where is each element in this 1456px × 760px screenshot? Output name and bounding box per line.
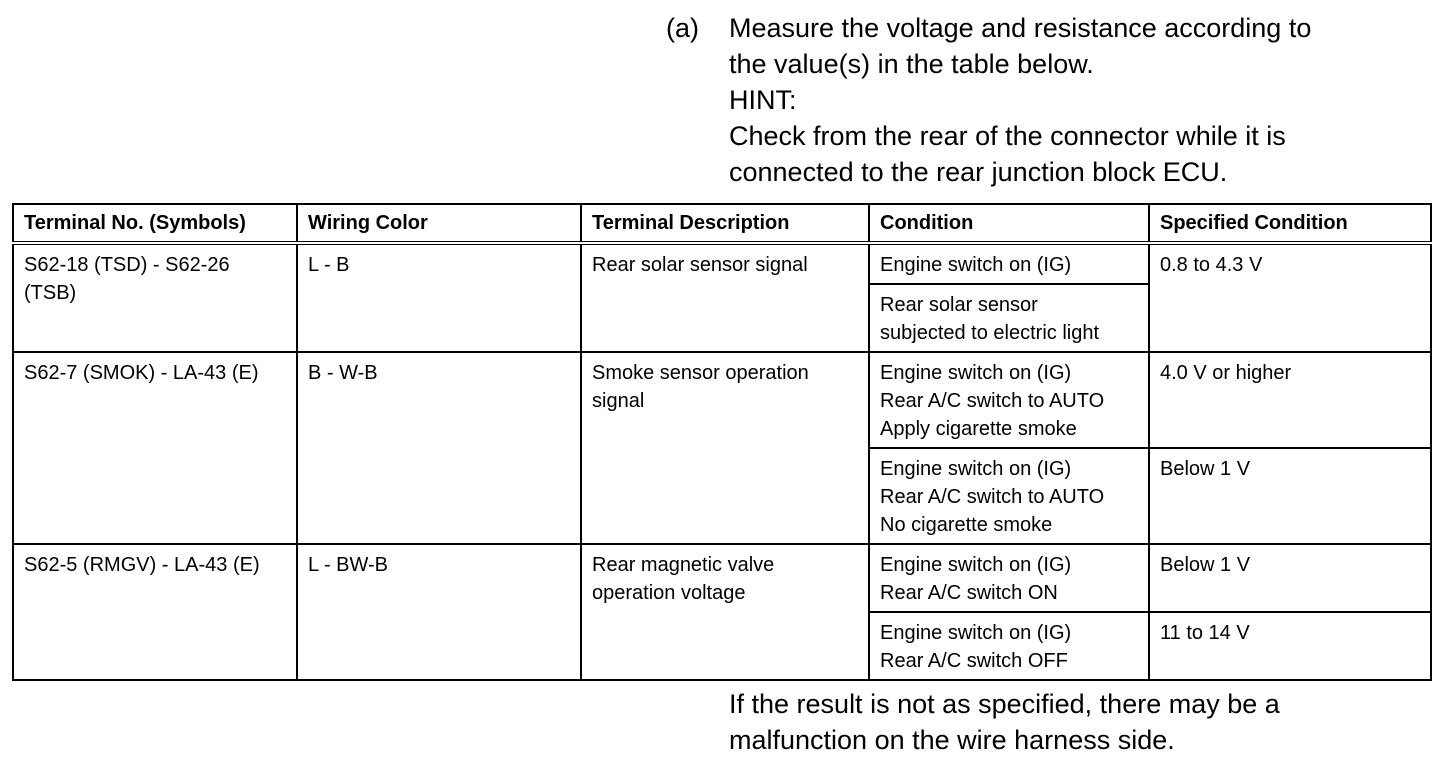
wiring-color-cell: L - BW-B: [297, 544, 581, 680]
specification-table: [12, 203, 1432, 681]
table-row: [13, 352, 1431, 448]
specified-condition-cell: 11 to 14 V: [1149, 612, 1431, 680]
terminal-cell: S62-5 (RMGV) - LA-43 (E): [13, 544, 297, 680]
terminal-cell: S62-7 (SMOK) - LA-43 (E): [13, 352, 297, 544]
specified-condition-cell: 4.0 V or higher: [1149, 352, 1431, 448]
table-header-row: [13, 204, 1431, 243]
header-specified-condition: Specified Condition: [1149, 204, 1431, 243]
result-note-line: If the result is not as specified, there may be a: [729, 689, 1280, 719]
condition-cell: Engine switch on (IG) Rear A/C switch to AUTO Apply cigarette smoke: [869, 352, 1149, 448]
header-terminal-description: Terminal Description: [581, 204, 869, 243]
condition-cell: Engine switch on (IG): [869, 243, 1149, 284]
result-note-line: malfunction on the wire harness side.: [729, 725, 1175, 755]
instruction-text: [729, 10, 1426, 190]
table-group-solar: [13, 243, 1431, 352]
wiring-color-cell: L - B: [297, 243, 581, 352]
description-cell: Rear solar sensor signal: [581, 243, 869, 352]
wiring-color-cell: B - W-B: [297, 352, 581, 544]
table-row: [13, 243, 1431, 284]
specified-condition-cell: Below 1 V: [1149, 544, 1431, 612]
instruction-step: [666, 10, 1426, 190]
condition-cell: Engine switch on (IG) Rear A/C switch OFF: [869, 612, 1149, 680]
step-label: (a): [666, 13, 699, 43]
hint-line: connected to the rear junction block ECU.: [729, 157, 1228, 187]
table-row: [13, 544, 1431, 612]
hint-line: Check from the rear of the connector while it is: [729, 121, 1286, 151]
condition-cell: Engine switch on (IG) Rear A/C switch ON: [869, 544, 1149, 612]
terminal-cell: S62-18 (TSD) - S62-26 (TSB): [13, 243, 297, 352]
instruction-line: the value(s) in the table below.: [729, 49, 1094, 79]
condition-cell: Engine switch on (IG) Rear A/C switch to AUTO No cigarette smoke: [869, 448, 1149, 544]
hint-label: HINT:: [729, 85, 797, 115]
table-group-smoke: [13, 352, 1431, 544]
instruction-line: Measure the voltage and resistance according to: [729, 13, 1312, 43]
description-cell: Rear magnetic valve operation voltage: [581, 544, 869, 680]
description-cell: Smoke sensor operation signal: [581, 352, 869, 544]
table-group-magnetic-valve: [13, 544, 1431, 680]
result-note: [729, 686, 1429, 758]
specified-condition-cell: 0.8 to 4.3 V: [1149, 243, 1431, 352]
specified-condition-cell: Below 1 V: [1149, 448, 1431, 544]
header-condition: Condition: [869, 204, 1149, 243]
header-wiring-color: Wiring Color: [297, 204, 581, 243]
header-terminal: Terminal No. (Symbols): [13, 204, 297, 243]
condition-cell: Rear solar sensor subjected to electric light: [869, 284, 1149, 352]
